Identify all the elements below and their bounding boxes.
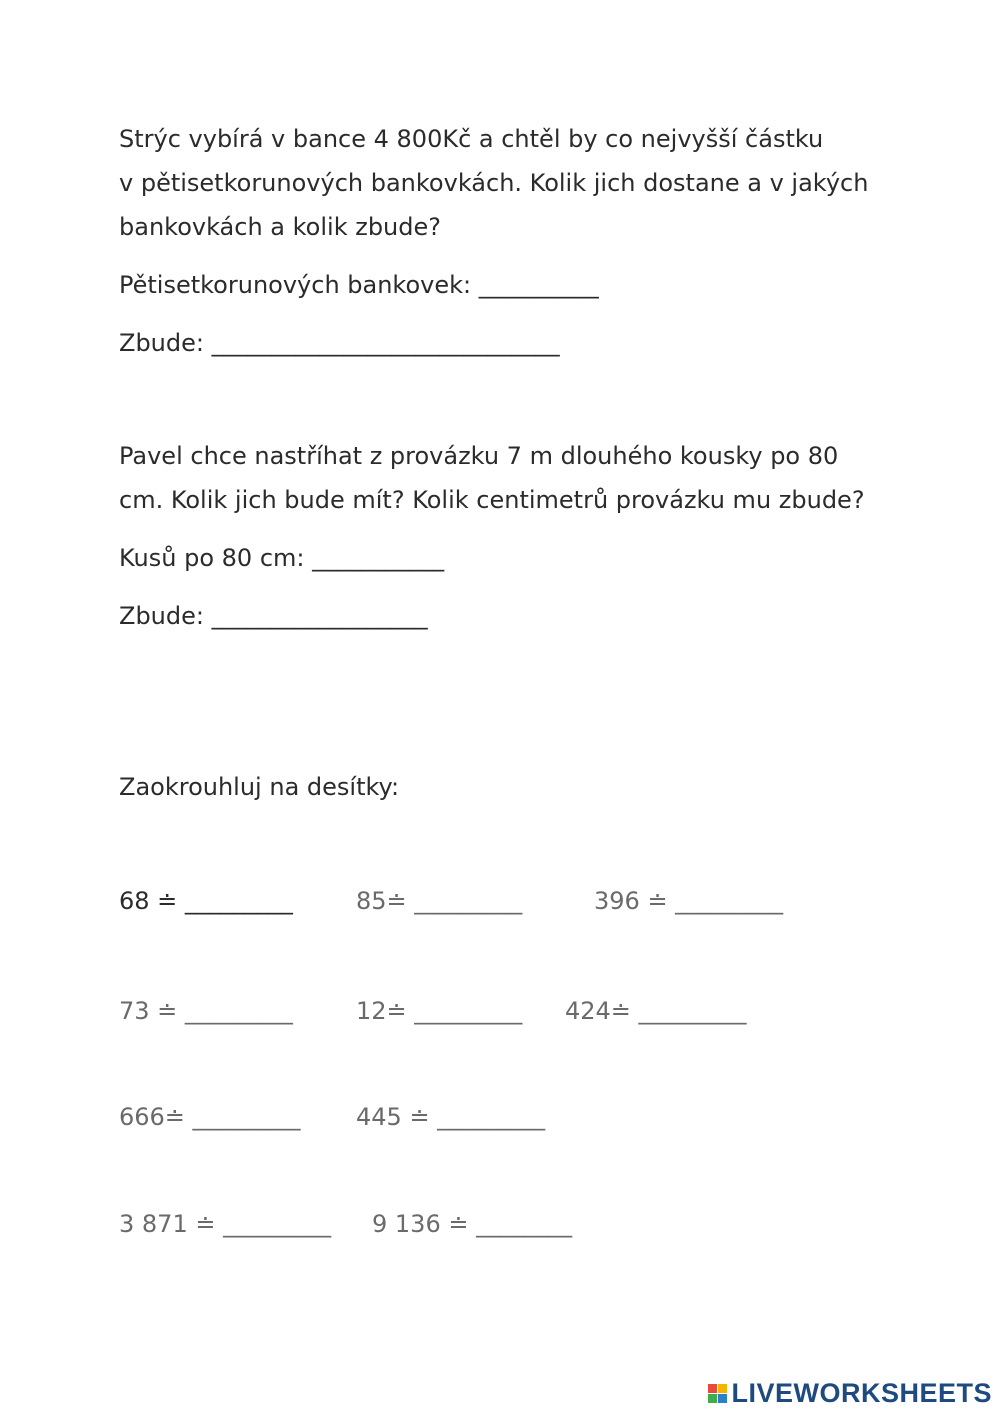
problem2-answer-pieces[interactable]: Kusů po 80 cm: ___________ [119,544,445,572]
liveworksheets-logo [708,1379,992,1407]
rounding-item-85[interactable]: 85≐ _________ [356,887,523,915]
rounding-item-9136[interactable]: 9 136 ≐ ________ [372,1210,573,1238]
liveworksheets-logo-icon [708,1384,727,1403]
problem1-line-2: v pětisetkorunových bankovkách. Kolik jich dostane a v jakých [119,169,869,197]
rounding-heading: Zaokrouhluj na desítky: [119,773,400,801]
problem1-answer-remainder[interactable]: Zbude: _____________________________ [119,329,560,357]
problem2-answer-remainder[interactable]: Zbude: __________________ [119,602,428,630]
problem2-line-1: Pavel chce nastříhat z provázku 7 m dlouhého kousky po 80 [119,442,839,470]
problem1-answer-banknotes[interactable]: Pětisetkorunových bankovek: __________ [119,271,599,299]
rounding-item-424[interactable]: 424≐ _________ [565,997,747,1025]
rounding-item-73[interactable]: 73 ≐ _________ [119,997,293,1025]
rounding-item-68[interactable]: 68 ≐ _________ [119,887,293,915]
rounding-item-445[interactable]: 445 ≐ _________ [356,1103,546,1131]
problem2-line-2: cm. Kolik jich bude mít? Kolik centimetrů provázku mu zbude? [119,486,865,514]
logo-square-red [708,1384,717,1393]
rounding-item-396[interactable]: 396 ≐ _________ [594,887,784,915]
rounding-item-666[interactable]: 666≐ _________ [119,1103,301,1131]
logo-square-green [708,1394,717,1403]
logo-square-blue [718,1394,727,1403]
problem1-line-3: bankovkách a kolik zbude? [119,213,442,241]
rounding-item-12[interactable]: 12≐ _________ [356,997,523,1025]
logo-square-yellow [718,1384,727,1393]
liveworksheets-brand-text: LIVEWORKSHEETS [731,1378,992,1408]
rounding-item-3871[interactable]: 3 871 ≐ _________ [119,1210,332,1238]
problem1-line-1: Strýc vybírá v bance 4 800Kč a chtěl by co nejvyšší částku [119,125,824,153]
